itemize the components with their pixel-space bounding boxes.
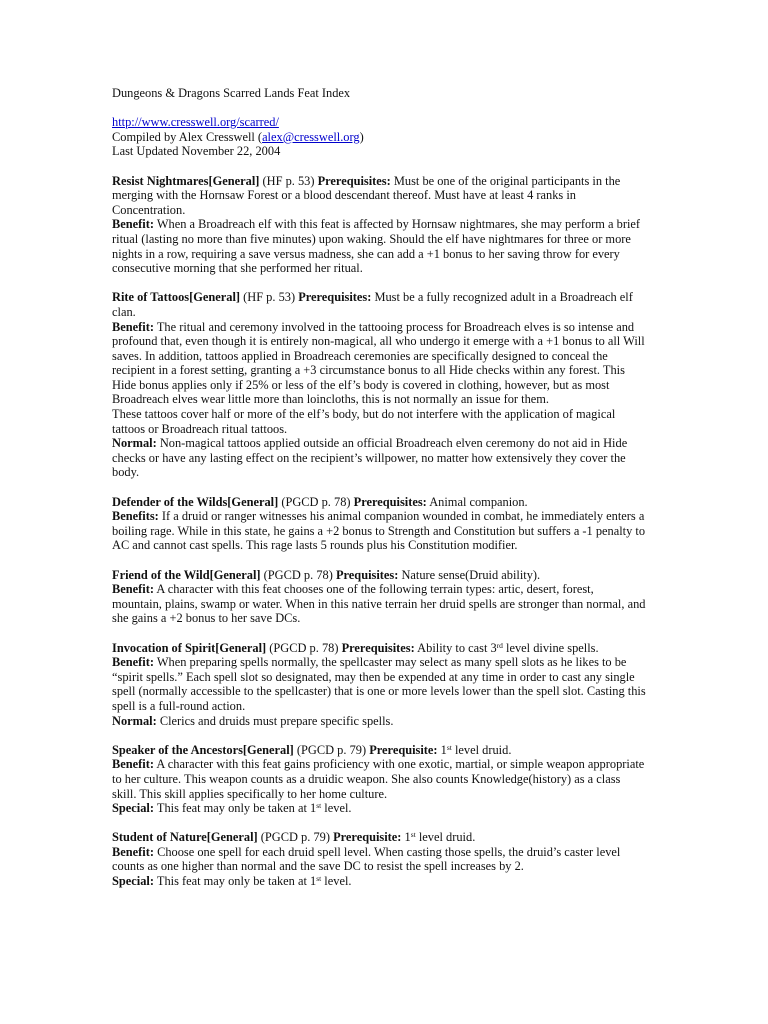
feat-text: This feat may only be taken at 1 [154, 801, 317, 816]
feat-line [112, 787, 668, 802]
feat-text: A character with this feat gains proficiency with one exotic, martial, or simple weapon appropriate [153, 757, 645, 772]
feat-text: tattoos or Broadreach ritual tattoos. [112, 421, 288, 436]
feat-text: Hide bonus applies only if 25% or less of the elf’s body is covered in clothing, however, but as most [112, 377, 610, 392]
feat-entry [112, 743, 668, 816]
feat-text: A character with this feat chooses one of the following terrain types: artic, desert, forest, [153, 582, 594, 597]
feat-entry [112, 830, 668, 888]
feat-line [112, 217, 668, 232]
feat-line [112, 247, 668, 262]
feat-line [112, 714, 668, 729]
feat-text: she gains a +2 bonus to her save DCs. [112, 611, 301, 626]
feat-line [112, 232, 668, 247]
feat-text: level divine spells. [502, 640, 599, 655]
feat-text: Broadreach elves wear little more than loincloths, this is not normally an issue for them. [112, 392, 550, 407]
feat-text: counts as one higher than normal and the save DC to resist the spell increases by 2. [112, 859, 524, 874]
feat-label: Prequisites: [335, 567, 399, 582]
feat-text: nights in a row, requiring a save versus madness, she can add a +1 bonus to her saving throw for every [112, 246, 620, 261]
feat-text: (HF p. 53) [259, 173, 318, 188]
feat-line [112, 830, 668, 845]
feat-text: Ability to cast 3 [414, 640, 497, 655]
feat-line [112, 334, 668, 349]
document-header [112, 86, 668, 159]
feat-text: Clerics and druids must prepare specific spells. [156, 713, 394, 728]
feat-line [112, 422, 668, 437]
feat-text: checks or have any lasting effect on the recipient’s willpower, no matter how extensively they cover the [112, 450, 626, 465]
feat-line [112, 495, 668, 510]
feat-line [112, 174, 668, 189]
feat-line [112, 378, 668, 393]
feat-text: Nature sense(Druid ability). [398, 567, 541, 582]
source-url-link[interactable]: http://www.cresswell.org/scarred/ [112, 115, 279, 130]
feat-line [112, 699, 668, 714]
feat-text: body. [112, 465, 140, 480]
feat-text: (PGCD p. 79) [257, 830, 334, 845]
feat-text: These tattoos cover half or more of the elf’s body, but do not interfere with the application of magical [112, 407, 616, 422]
feat-line [112, 524, 668, 539]
feat-text: (HF p. 53) [240, 290, 299, 305]
feat-text: level. [321, 874, 352, 889]
feat-line [112, 772, 668, 787]
feat-line [112, 305, 668, 320]
feat-label: Benefit: [112, 844, 154, 859]
feat-name: Rite of Tattoos[General] [112, 290, 241, 305]
feat-line [112, 436, 668, 451]
feat-text: saves. In addition, tattoos applied in Broadreach ceremonies are specifically designed to conceal the [112, 348, 608, 363]
feat-label: Prerequisites: [317, 173, 391, 188]
feat-label: Prerequisites: [341, 640, 415, 655]
feat-text: merging with the Hornsaw Forest or a blood descendant thereof. Must have at least 4 ranks in [112, 188, 576, 203]
feat-text: This feat may only be taken at 1 [154, 874, 317, 889]
feat-label: Benefit: [112, 217, 154, 232]
ordinal-suffix: st [316, 874, 322, 884]
feat-text: Concentration. [112, 202, 186, 217]
feat-line [112, 641, 668, 656]
feat-name: Defender of the Wilds[General] [112, 494, 279, 509]
feat-label: Prerequisite: [333, 830, 402, 845]
feat-label: Benefit: [112, 582, 154, 597]
feat-text: (PGCD p. 78) [266, 640, 342, 655]
document-title: Dungeons & Dragons Scarred Lands Feat Index [112, 86, 351, 100]
feat-text: “spirit spells.” Each spell slot so designated, may then be expended at any time in order to cast any single [112, 669, 635, 684]
feat-line [112, 757, 668, 772]
feat-line [112, 203, 668, 218]
feat-line [112, 655, 668, 670]
feat-line [112, 261, 668, 276]
compiled-by-close: ) [359, 129, 364, 144]
feat-text: Choose one spell for each druid spell level. When casting those spells, the druid’s caster level [153, 844, 621, 859]
feat-text: (PGCD p. 78) [260, 567, 336, 582]
feat-text: If a druid or ranger witnesses his animal companion wounded in combat, he immediately enters a [158, 509, 645, 524]
feat-text: ritual (lasting no more than five minutes) upon waking. Should the elf have nightmares for three or more [112, 231, 631, 246]
feat-line [112, 670, 668, 685]
feat-line [112, 801, 668, 816]
feat-entry [112, 495, 668, 553]
feat-label: Benefit: [112, 757, 154, 772]
feat-line [112, 743, 668, 758]
feat-text: recipient in a forest setting, granting a +3 circumstance bonus to all Hide checks within any forest. This [112, 363, 625, 378]
feat-text: Must be one of the original participants in the [390, 173, 621, 188]
feat-text: to her culture. This weapon counts as a druidic weapon. She also counts Knowledge(history) as a class [112, 771, 621, 786]
feat-line [112, 465, 668, 480]
feat-label: Benefits: [112, 509, 159, 524]
feat-line [112, 509, 668, 524]
feat-line [112, 407, 668, 422]
ordinal-suffix: rd [496, 640, 503, 650]
feat-label: Special: [112, 874, 154, 889]
feat-text: Non-magical tattoos applied outside an official Broadreach elven ceremony do not aid in Hide [156, 436, 628, 451]
feat-label: Normal: [112, 713, 157, 728]
source-url-line [112, 115, 668, 130]
feat-line [112, 188, 668, 203]
feat-line [112, 451, 668, 466]
author-email-link[interactable]: alex@cresswell.org [262, 129, 360, 144]
feat-text: (PGCD p. 78) [278, 494, 354, 509]
feat-entry [112, 174, 668, 276]
feat-text: The ritual and ceremony involved in the tattooing process for Broadreach elves is so intense and [153, 319, 635, 334]
feat-entry [112, 290, 668, 480]
compiled-by-line [112, 130, 668, 145]
compiled-by-text: Compiled by Alex Cresswell ( [112, 129, 263, 144]
feat-line [112, 538, 668, 553]
feat-text: level druid. [451, 742, 512, 757]
feat-line [112, 363, 668, 378]
feat-label: Special: [112, 801, 154, 816]
feat-line [112, 320, 668, 335]
feat-name: Speaker of the Ancestors[General] [112, 742, 294, 757]
feat-label: Prerequisite: [369, 742, 438, 757]
feat-line [112, 568, 668, 583]
feat-text: profound that, even though it is entirely non-magical, all who undergo it emerge with a +1 bonus to all Will [112, 334, 645, 349]
feat-line [112, 349, 668, 364]
feat-text: level. [321, 801, 352, 816]
feat-text: 1 [401, 830, 411, 845]
feat-name: Resist Nightmares[General] [112, 173, 260, 188]
feat-text: 1 [437, 742, 447, 757]
feat-text: Must be a fully recognized adult in a Broadreach elf [371, 290, 633, 305]
feat-label: Normal: [112, 436, 157, 451]
feat-text: consecutive morning that she performed her ritual. [112, 261, 363, 276]
feat-text: clan. [112, 304, 136, 319]
feat-text: When preparing spells normally, the spellcaster may select as many spell slots as he likes to be [153, 655, 627, 670]
feat-text: (PGCD p. 79) [293, 742, 370, 757]
feat-line [112, 845, 668, 860]
feat-text: mountain, plains, swamp or water. When in this native terrain her druid spells are stronger than normal, and [112, 596, 646, 611]
feat-line [112, 859, 668, 874]
feat-label: Benefit: [112, 655, 154, 670]
feat-text: spell is a full-round action. [112, 698, 246, 713]
feat-label: Prerequisites: [298, 290, 372, 305]
feat-line [112, 392, 668, 407]
feat-name: Student of Nature[General] [112, 830, 258, 845]
feat-line [112, 582, 668, 597]
ordinal-suffix: st [410, 830, 416, 840]
feat-text: When a Broadreach elf with this feat is affected by Hornsaw nightmares, she may perform a brief [153, 217, 641, 232]
feat-text: AC and cannot cast spells. This rage lasts 5 rounds plus his Constitution modifier. [112, 538, 518, 553]
feat-entry [112, 641, 668, 729]
feat-text: skill. This skill applies specifically to her home culture. [112, 786, 388, 801]
ordinal-suffix: st [316, 801, 322, 811]
feat-label: Prerequisites: [353, 494, 427, 509]
feat-text: level druid. [415, 830, 476, 845]
feat-line [112, 874, 668, 889]
feat-line [112, 597, 668, 612]
last-updated: Last Updated November 22, 2004 [112, 144, 281, 159]
feat-entry [112, 568, 668, 626]
feat-text: spell (normally accessible to the spellcaster) that is one or more levels lower than the spell slot. Casting this [112, 684, 646, 699]
ordinal-suffix: st [446, 742, 452, 752]
feat-text: Animal companion. [426, 494, 528, 509]
feat-list [112, 159, 668, 889]
feat-label: Benefit: [112, 319, 154, 334]
feat-name: Friend of the Wild[General] [112, 567, 261, 582]
feat-text: boiling rage. While in this state, he gains a +2 bonus to Strength and Constitution but suffers a -1 penalty to [112, 523, 646, 538]
feat-line [112, 290, 668, 305]
feat-name: Invocation of Spirit[General] [112, 640, 267, 655]
feat-line [112, 611, 668, 626]
feat-line [112, 684, 668, 699]
